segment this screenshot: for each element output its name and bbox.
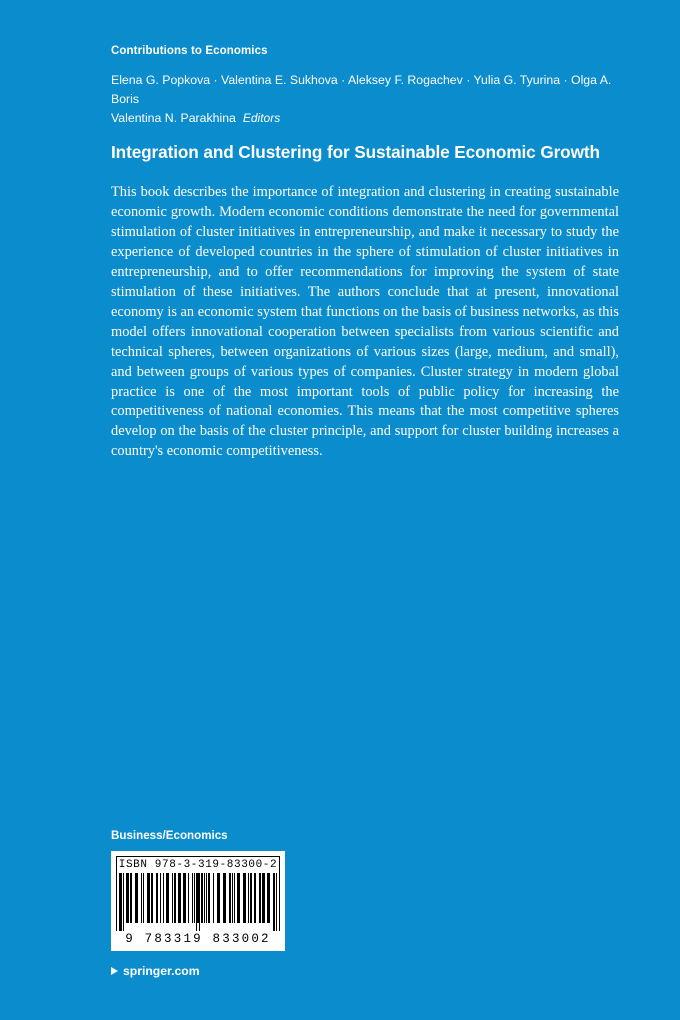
isbn-label: ISBN 978-3-319-83300-2 [116,856,280,873]
editors-names-line-1: Elena G. Popkova · Valentina E. Sukhova · Aleksey F. Rogachev · Yulia G. Tyurina · Olga A. Boris [111,73,612,107]
book-category: Business/Economics [111,829,228,842]
series-title: Contributions to Economics [111,45,268,57]
cover-text-block [111,45,621,462]
publisher-link[interactable] [111,964,511,978]
editors-role-label: Editors [242,111,281,126]
cover-footer [111,829,511,978]
book-description: This book describes the importance of integration and clustering in creating sustainable economic growth. Modern economic conditions demonstrate the need for governmental stimulation of cluster initiatives in entrepreneurship, and make it necessary to study the experience of developed countries in the sphere of stimulation of cluster initiatives in entrepreneurship, and to offer recommendations for improving the system of state stimulation of these initiatives. The authors conclude that at present, innovational economy is an economic system that functions on the basis of business networks, as this model offers innovational cooperation between specialists from various scientific and technical spheres, between organizations of various sizes (large, medium, and small), and between groups of various types of companies. Cluster strategy in modern global practice is one of the most important tools of public policy for increasing the competitiveness of national economies. This means that the most competitive spheres develop on the basis of the cluster principle, and support for cluster building increases a country's economic competitiveness. [111,184,619,460]
barcode-bars [116,873,280,931]
editors-names-line-2: Valentina N. Parakhina [111,111,236,126]
publisher-label: springer.com [123,964,200,978]
barcode [111,851,285,951]
triangle-right-icon [111,967,118,975]
barcode-digits: 9 783319 833002 [125,932,271,946]
editors-block [111,71,621,128]
book-title: Integration and Clustering for Sustainable Economic Growth [111,142,600,163]
